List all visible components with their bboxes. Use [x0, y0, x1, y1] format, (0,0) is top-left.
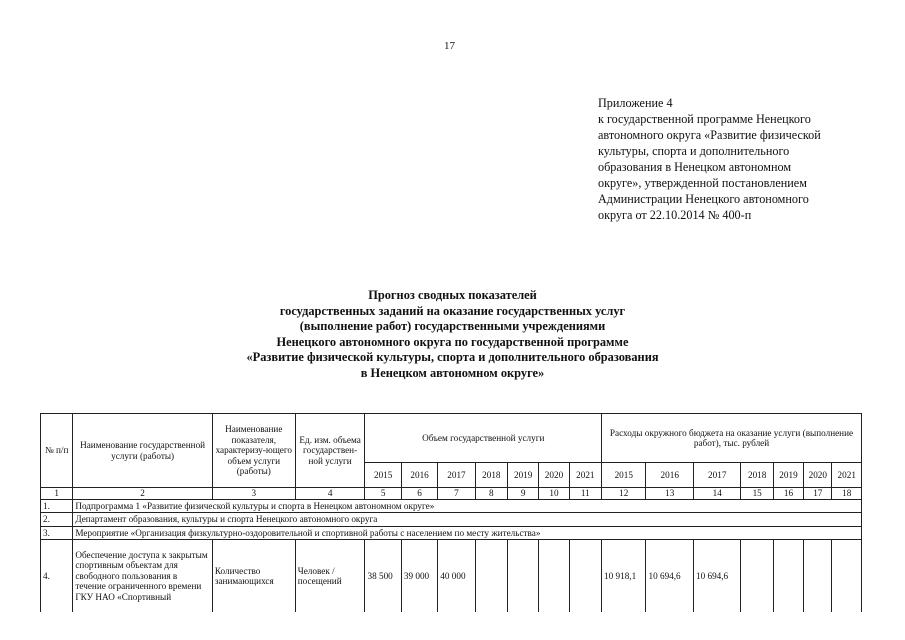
column-index-cell: 15 [741, 488, 773, 500]
header-indicator: Наименование показателя, характеризу-ющего объем услуги (работы) [212, 414, 295, 488]
appendix-line: культуры, спорта и дополнительного [598, 144, 790, 158]
column-index-cell: 18 [832, 488, 862, 500]
row-num: 4. [41, 540, 73, 613]
year-header-expenses: 2015 [602, 463, 646, 488]
appendix-line: округа от 22.10.2014 № 400-п [598, 208, 752, 222]
year-header-volume: 2021 [569, 463, 601, 488]
year-header-volume: 2015 [365, 463, 401, 488]
title-line: государственных заданий на оказание государственных услуг [279, 303, 626, 318]
row-volume-value [569, 540, 601, 613]
appendix-line: образования в Ненецком автономном [598, 160, 792, 174]
column-index-cell: 2 [73, 488, 213, 500]
year-header-volume: 2016 [401, 463, 437, 488]
row-volume-value: 39 000 [401, 540, 437, 613]
column-index-cell: 9 [508, 488, 539, 500]
year-header-expenses: 2018 [741, 463, 773, 488]
appendix-line: округе», утвержденной постановлением [598, 176, 807, 190]
column-index-cell: 8 [475, 488, 507, 500]
appendix-line: к государственной программе Ненецкого [598, 112, 811, 126]
row-expense-value [741, 540, 773, 613]
row-volume-value [475, 540, 507, 613]
title-line: Прогноз сводных показателей [368, 288, 537, 302]
title-line: (выполнение работ) государственными учреждениями [299, 319, 606, 333]
header-expenses: Расходы окружного бюджета на оказание услуги (выполнение работ), тыс. рублей [602, 414, 862, 463]
year-header-expenses: 2019 [773, 463, 803, 488]
row-expense-value: 10 694,6 [693, 540, 741, 613]
column-index-cell: 10 [539, 488, 569, 500]
column-index-row [41, 488, 862, 500]
row-expense-value [773, 540, 803, 613]
year-header-expenses: 2016 [646, 463, 694, 488]
section-num: 1. [41, 499, 73, 513]
section-row [41, 499, 862, 513]
row-volume-value: 40 000 [438, 540, 475, 613]
section-title: Мероприятие «Организация физкультурно-оздоровительной и спортивной работы с населением по месту жительства» [73, 526, 862, 540]
column-index-cell: 5 [365, 488, 401, 500]
row-indicator: Количество занимающихся [212, 540, 295, 613]
row-expense-value: 10 918,1 [602, 540, 646, 613]
header-service-name: Наименование государственной услуги (работы) [73, 414, 213, 488]
section-row [41, 513, 862, 527]
row-expense-value: 10 694,6 [646, 540, 694, 613]
header-num: № п/п [41, 414, 73, 488]
year-header-expenses: 2021 [832, 463, 862, 488]
row-expense-value [832, 540, 862, 613]
column-index-cell: 13 [646, 488, 694, 500]
row-unit: Человек / посещений [295, 540, 365, 613]
year-header-expenses: 2017 [693, 463, 741, 488]
page-number: 17 [444, 40, 455, 52]
row-volume-value [508, 540, 539, 613]
column-index-cell: 6 [401, 488, 437, 500]
column-index-cell: 11 [569, 488, 601, 500]
row-volume-value: 38 500 [365, 540, 401, 613]
column-index-cell: 12 [602, 488, 646, 500]
column-index-cell: 7 [438, 488, 475, 500]
row-service-name: Обеспечение доступа к закрытым спортивным объектам для свободного пользования в течение ограниченного времени ГКУ НАО «Спортивный [73, 540, 213, 613]
section-num: 3. [41, 526, 73, 540]
appendix-line: Администрации Ненецкого автономного [598, 192, 809, 206]
column-index-cell: 3 [212, 488, 295, 500]
column-index-cell: 1 [41, 488, 73, 500]
title-line: в Ненецком автономном округе» [360, 365, 545, 380]
year-header-expenses: 2020 [804, 463, 832, 488]
column-index-cell: 14 [693, 488, 741, 500]
section-row [41, 526, 862, 540]
section-title: Подпрограмма 1 «Развитие физической культуры и спорта в Ненецком автономном округе» [73, 499, 862, 513]
appendix-line: автономного округа «Развитие физической [598, 128, 821, 142]
column-index-cell: 4 [295, 488, 365, 500]
section-num: 2. [41, 513, 73, 527]
section-title: Департамент образования, культуры и спорта Ненецкого автономного округа [73, 513, 862, 527]
year-header-volume: 2020 [539, 463, 569, 488]
year-header-volume: 2018 [475, 463, 507, 488]
document-title [0, 288, 905, 381]
appendix-line: Приложение 4 [598, 96, 673, 110]
column-index-cell: 17 [804, 488, 832, 500]
appendix-note [598, 95, 888, 223]
title-line: Ненецкого автономного округа по государственной программе [276, 334, 629, 349]
title-line: «Развитие физической культуры, спорта и дополнительного образования [246, 350, 659, 364]
header-unit: Ед. изм. объема государствен-ной услуги [295, 414, 365, 488]
table-row [41, 540, 862, 613]
column-index-cell: 16 [773, 488, 803, 500]
row-volume-value [539, 540, 569, 613]
indicators-table [40, 413, 862, 612]
year-header-volume: 2019 [508, 463, 539, 488]
year-header-volume: 2017 [438, 463, 475, 488]
header-volume: Объем государственной услуги [365, 414, 602, 463]
row-expense-value [804, 540, 832, 613]
